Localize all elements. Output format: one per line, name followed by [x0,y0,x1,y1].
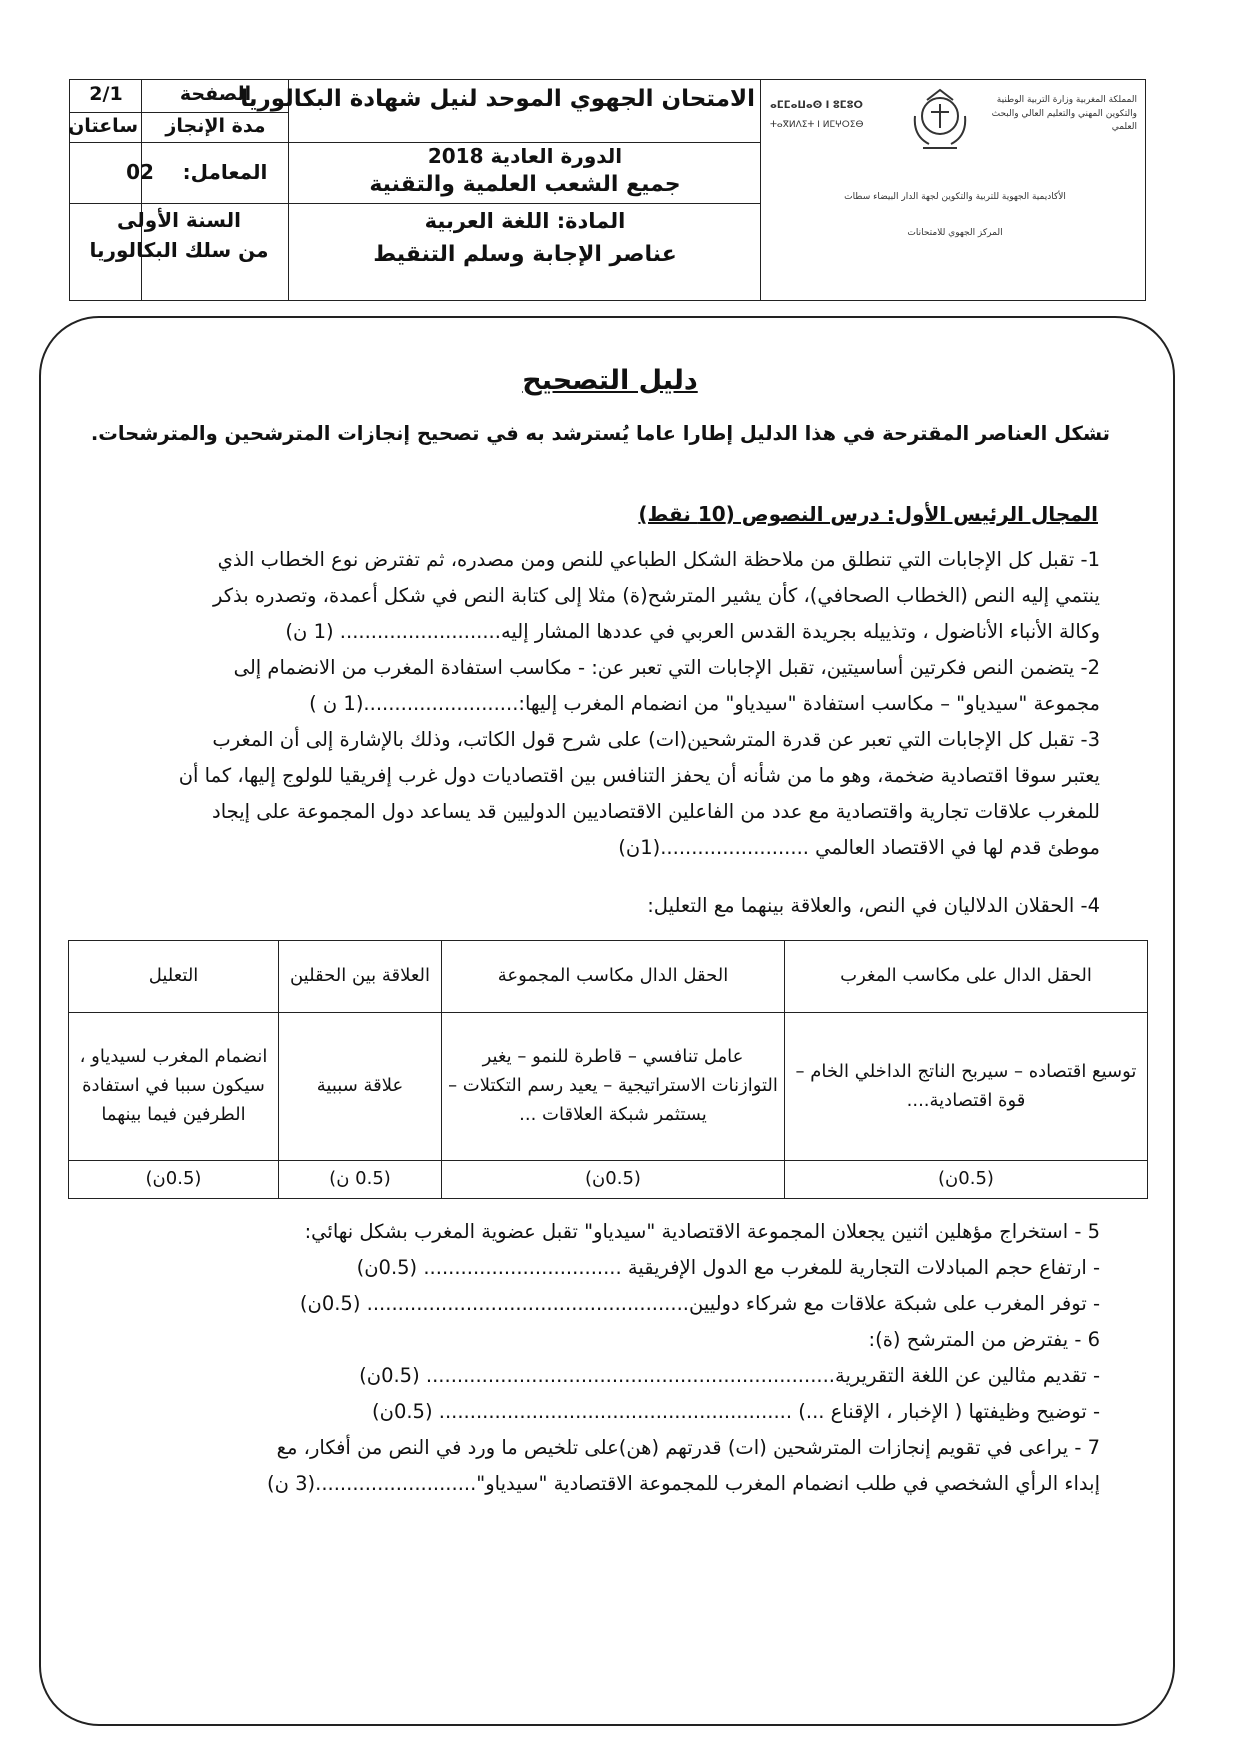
level-line-2: من سلك البكالوريا [89,238,269,262]
tifinagh-line: ⵜⴰⴳⵍⴷⵉⵜ ⵏ ⵍⵎⵖⵔⵉⴱ [770,120,864,130]
table-cell: علاقة سببية [279,1013,442,1161]
answer-line: - تقديم مثالين عن اللغة التقريرية.................................................................. (0.5ن) [359,1364,1100,1387]
table-score-row [69,1161,1148,1199]
page-label: الصفحة [179,83,252,105]
table-header-cell: العلاقة بين الحقلين [279,941,442,1013]
answer-line: 2- يتضمن النص فكرتين أساسيتين، تقبل الإجابات التي تعبر عن: - مكاسب استفادة المغرب من الانضمام إلى [233,656,1100,679]
header-divider [141,80,142,300]
answer-line: 5 - استخراج مؤهلين اثنين يجعلان المجموعة الاقتصادية "سيدياو" تقبل عضوية المغرب بشكل نهائي: [304,1220,1100,1243]
answer-line: 3- تقبل كل الإجابات التي تعبر عن قدرة المترشحين(ات) على شرح قول الكاتب، وذلك بالإشارة إلى أن المغرب [212,728,1100,751]
answer-items [60,548,1100,928]
score-cell: (0.5ن) [785,1161,1148,1199]
answer-line: موطئ قدم لها في الاقتصاد العالمي ........................(1ن) [618,836,1100,859]
page-value: 2/1 [89,83,123,105]
answer-line: - توفر المغرب على شبكة علاقات مع شركاء دوليين.................................................... (0.5ن) [299,1292,1100,1315]
table-cell: انضمام المغرب لسيدياو ، سيكون سببا في استفادة الطرفين فيما بينهما [69,1013,279,1161]
academy-name: الأكاديمية الجهوية للتربية والتكوين لجهة الدار البيضاء سطات [844,192,1066,202]
answer-line: إبداء الرأي الشخصي في طلب انضمام المغرب للمجموعة الاقتصادية "سيدياو"..........................(3 ن) [266,1472,1100,1495]
section-heading: المجال الرئيس الأول: درس النصوص (10 نقط) [638,502,1098,526]
header-divider [288,142,760,143]
header-divider [760,80,761,300]
header-divider [70,203,288,204]
coat-of-arms-icon [905,86,975,156]
answer-line: يعتبر سوقا اقتصادية ضخمة، وهو ما من شأنه أن يحفز التنافس بين اقتصاديات دول غرب إفريقيا للولوج إليها، كما أن [178,764,1100,787]
subject: المادة: اللغة العربية [424,209,626,233]
exam-center: المركز الجهوي للامتحانات [907,228,1003,238]
score-cell: (0.5 ن) [279,1161,442,1199]
tifinagh-line: ⴰⵎⵎⴰⵡⴰⵙ ⵏ ⵓⵎⵓⵔ [770,100,863,111]
answer-line: للمغرب علاقات تجارية واقتصادية مع عدد من الفاعلين الاقتصاديين الدوليين قد يساعد دول المجموعة على إيجاد [212,800,1100,823]
answer-line: 1- تقبل كل الإجابات التي تنطلق من ملاحظة الشكل الطباعي للنص ومن مصدره، ثم تفترض نوع الخطاب الذي [217,548,1100,571]
answer-line: 7 - يراعى في تقويم إنجازات المترشحين (ات) قدرتهم (هن)على تلخيص ما ورد في النص من أفكار، مع [276,1436,1100,1459]
exam-title: الامتحان الجهوي الموحد لنيل شهادة البكالوريا [240,86,755,112]
coefficient-value: 02 [126,160,154,184]
document-title: دليل التصحيح [522,365,698,396]
table-cell: توسيع اقتصاده – سيربح الناتج الداخلي الخام – قوة اقتصادية.... [785,1013,1148,1161]
table-row [69,1013,1148,1161]
header-divider [70,142,288,143]
duration-value: ساعتان [68,115,138,137]
streams: جميع الشعب العلمية والتقنية [369,172,681,197]
answer-line: مجموعة "سيدياو" – مكاسب استفادة "سيدياو" من انضمام المغرب إليها:.........................(1 ن ) [309,692,1100,715]
answer-line: 4- الحقلان الدلاليان في النص، والعلاقة بينهما مع التعليل: [647,894,1100,917]
exam-header [69,79,1146,301]
header-divider [288,80,289,300]
document-type: عناصر الإجابة وسلم التنقيط [373,242,677,267]
answer-line: - ارتفاع حجم المبادلات التجارية للمغرب مع الدول الإفريقية ................................ (0.5ن) [356,1256,1100,1279]
header-divider [70,112,288,113]
table-header-row [69,941,1148,1013]
score-cell: (0.5ن) [442,1161,785,1199]
table-header-cell: الحقل الدال مكاسب المجموعة [442,941,785,1013]
answer-line: 6 - يفترض من المترشح (ة): [868,1328,1100,1351]
answer-items-continued [60,1220,1100,1520]
answer-line: - توضيح وظيفتها ( الإخبار ، الإقناع ...) ......................................................... (0.5ن) [372,1400,1100,1423]
intro-paragraph: تشكل العناصر المقترحة في هذا الدليل إطارا عاما يُسترشد به في تصحيح إنجازات المترشحين والمترشحات. [90,422,1110,445]
answer-line: ينتمي إليه النص (الخطاب الصحافي)، كأن يشير المترشح(ة) مثلا إلى كتابة النص في شكل أعمدة، وتصدره بذكر [212,584,1100,607]
coefficient-label: المعامل: [182,160,268,184]
table-header-cell: التعليل [69,941,279,1013]
header-divider [288,203,760,204]
table-cell: عامل تنافسي – قاطرة للنمو – يغير التوازنات الاستراتيجية – يعيد رسم التكتلات – يستثمر شبكة العلاقات ... [442,1013,785,1161]
score-cell: (0.5ن) [69,1161,279,1199]
semantic-fields-table [68,940,1148,1199]
answer-line: وكالة الأنباء الأناضول ، وتذييله بجريدة القدس العربي في عددها المشار إليه.......................... (1 ن) [285,620,1100,643]
ministry-name: المملكة المغربية وزارة التربية الوطنية والتكوين المهني والتعليم العالي والبحث العلمي [991,95,1137,132]
duration-label: مدة الإنجاز [165,115,266,137]
session: الدورة العادية 2018 [427,144,623,168]
table-header-cell: الحقل الدال على مكاسب المغرب [785,941,1148,1013]
level-line-1: السنة الأولى [117,208,241,232]
